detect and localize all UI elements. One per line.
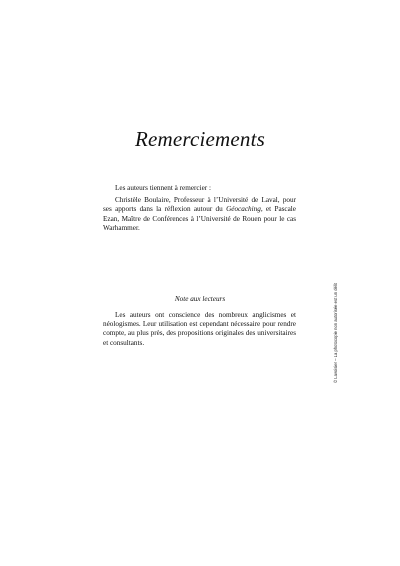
acknowledgements-text-part-2: , et Pascale Ezan, Maître de Conférences à l’Université de Rouen pour le cas Warhammer. (103, 205, 296, 232)
page-title: Remerciements (134, 127, 266, 151)
acknowledgements-text-part-1: Christèle Boulaire, Professeur à l’Université de Laval, pour ses apports dans la réflexion autour du (103, 196, 296, 214)
acknowledgements-paragraph (103, 196, 296, 233)
acknowledgements-italic-term: Géocaching (226, 205, 261, 214)
acknowledgements-section (103, 184, 296, 233)
note-paragraph: Les auteurs ont conscience des nombreux anglicismes et néologismes. Leur utilisation est cependant nécessaire pour rendre compte, au plus près, des propositions originales des universitaires et consultants. (103, 311, 296, 347)
copyright-notice: © Lavoisier – La photocopie non autorisée est un délit (333, 283, 338, 383)
note-section (103, 311, 296, 348)
acknowledgements-intro: Les auteurs tiennent à remercier : (115, 184, 211, 192)
note-heading: Note aux lecteurs (174, 295, 226, 303)
